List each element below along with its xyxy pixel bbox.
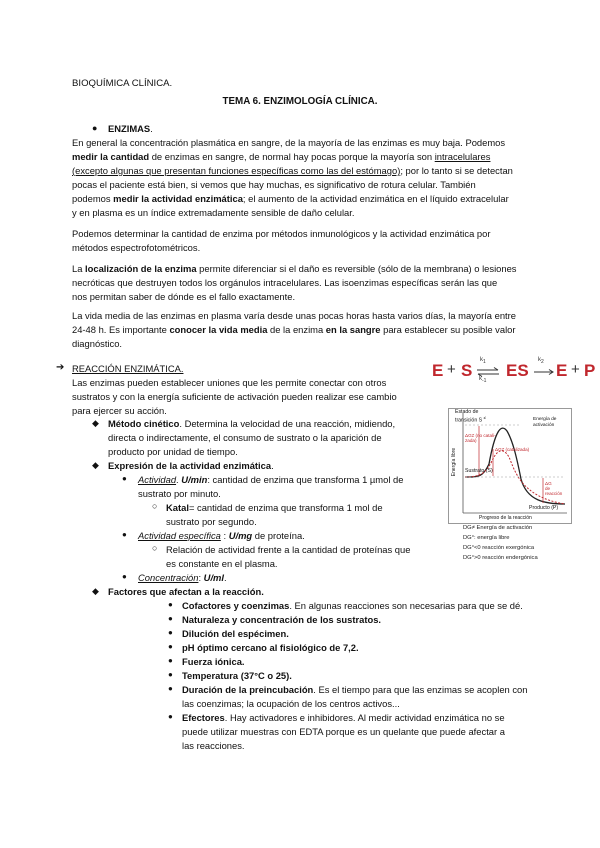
bullet-dot: ● (168, 656, 173, 665)
substrate-label: Sustrato (S) (465, 468, 493, 474)
eq-k1: $k_1$ (480, 357, 486, 366)
eq-enzyme-free: E (556, 361, 568, 380)
bullet-dot: ● (168, 628, 173, 637)
factor-efectores: Efectores. Hay activadores e inhibidores. Al medir actividad enzimática no se puede utilizar muestras con EDTA porque es un quelante que puede afectar a las reacciones. (182, 712, 505, 751)
actividad-item: Actividad. U/min: cantidad de enzima que transforma 1 µmol de sustrato por minuto. (138, 474, 404, 499)
legend-item: DG°<0 reacción exergónica (463, 545, 535, 551)
expresion-heading: Expresión de la actividad enzimática. (108, 460, 274, 471)
bullet-dot: ● (168, 642, 173, 651)
eq-plus: + (447, 361, 456, 378)
bullet-dot: ● (168, 684, 173, 693)
catalyzed-label: ΔG≠ (catalizada) (495, 447, 530, 452)
reaction-equation (432, 357, 596, 387)
energy-diagram (448, 408, 572, 524)
eq-k2: $k_2$ (538, 357, 544, 366)
eq-substrate: S (461, 361, 473, 380)
page-title: TEMA 6. ENZIMOLOGÍA CLÍNICA. (222, 96, 378, 107)
bullet-dot: ● (122, 474, 127, 483)
katal-item: Katal= cantidad de enzima que transforma 1 mol de sustrato por segundo. (166, 502, 383, 527)
activation-energy-label: Energía de activación (533, 417, 557, 428)
x-axis-label: Progreso de la reacción (479, 515, 532, 521)
legend-item: DG°>0 reacción endergónica (463, 555, 538, 561)
reaccion-intro: Las enzimas pueden establecer uniones que les permite conectar con otros sustratos y con la energía suficiente de activación pueden realizar ese cambio para ejercer su acción. (72, 377, 397, 416)
factor-preincubacion: Duración de la preincubación. Es el tiempo para que las enzimas se acoplen con las coenzimas; la ocupación de los centros activos... (182, 684, 528, 709)
product-label: Producto (P) (529, 505, 559, 511)
bullet-dot: ● (168, 614, 173, 623)
enzimas-paragraph-2: Podemos determinar la cantidad de enzima por métodos inmunológicos y la actividad enzimática por métodos espectrofotométricos. (72, 228, 491, 253)
especifica-sub-item: Relación de actividad frente a la cantidad de proteínas que es constante en el plasma. (166, 544, 411, 569)
bullet-dot: ● (122, 572, 127, 581)
circle-bullet-icon: ○ (152, 543, 158, 553)
figure-legend (463, 523, 538, 563)
eq-plus: + (571, 361, 580, 378)
bullet-dot: ● (92, 123, 98, 133)
factor-cofactores: Cofactores y coenzimas. En algunas reacciones son necesarias para que se dé. (182, 600, 523, 611)
enzimas-paragraph-3: La localización de la enzima permite diferenciar si el daño es reversible (sólo de la membrana) o lesiones necróticas que destruyen todos los orgánulos intracelulares. Las isoenzimas específicas serán las que nos permitan saber de dónde es el fallo exactamente. (72, 263, 517, 302)
bullet-dot: ● (122, 530, 127, 539)
diamond-bullet-icon: ◆ (92, 460, 99, 470)
legend-item: DG≠ Energía de activación (463, 525, 533, 531)
course-title: BIOQUÍMICA CLÍNICA. (72, 78, 173, 89)
eq-enzyme: E (432, 361, 444, 380)
uncatalyzed-label: ΔG≠ (no catali- zada) (465, 433, 496, 444)
factores-heading: Factores que afectan a la reacción. (108, 586, 264, 597)
factor-ph: pH óptimo cercano al fisiológico de 7,2. (182, 642, 359, 653)
eq-product: P (584, 361, 596, 380)
factor-sustratos: Naturaleza y concentración de los sustratos. (182, 614, 382, 625)
factor-fuerza-ionica: Fuerza iónica. (182, 656, 245, 667)
transition-state-label: Estado de transición S ≠ (455, 409, 486, 424)
eq-k-1: $k_{-1}$ (479, 376, 487, 385)
eq-complex: ES (506, 361, 529, 380)
diamond-bullet-icon: ◆ (92, 586, 99, 596)
reaction-dg-label: ΔG de reacción (545, 481, 563, 497)
circle-bullet-icon: ○ (152, 501, 158, 511)
legend-item: DG°: energía libre (463, 535, 510, 541)
actividad-especifica-item: Actividad específica : U/mg de proteína. (138, 530, 305, 541)
enzimas-heading: ENZIMAS. (108, 123, 153, 134)
bullet-dot: ● (168, 670, 173, 679)
forward-arrow-icon (533, 369, 555, 375)
factor-temperatura: Temperatura (37°C o 25). (182, 670, 292, 681)
arrow-bullet-icon: ➔ (56, 362, 65, 373)
reaccion-heading: REACCIÓN ENZIMÁTICA. (72, 363, 184, 374)
bullet-dot: ● (168, 712, 173, 721)
factor-dilucion: Dilución del espécimen. (182, 628, 289, 639)
diamond-bullet-icon: ◆ (92, 418, 99, 428)
metodo-cinetico: Método cinético. Determina la velocidad de una reacción, midiendo, directa o indirectamente, el consumo de sustrato o la aparición de producto por unidad de tiempo. (108, 418, 396, 457)
enzimas-paragraph-1: En general la concentración plasmática en sangre, de la mayoría de las enzimas es muy baja. Podemos medir la cantidad de enzimas en sangre, de normal hay pocas porque la mayoría son intracelulares (excepto algunas que presentan funciones específicas como las del estómago); por lo tanto si se detectan pocas el paciente está bien, si vemos que hay muchas, es significativo de rotura celular. También podemos medir la actividad enzimática; el aumento de la actividad enzimática en el líquido extracelular y en plasma es un índice extremadamente sensible de daño celular. (72, 137, 513, 218)
enzimas-paragraph-4: La vida media de las enzimas en plasma varía desde unas pocas horas hasta varios días, la mayoría entre 24-48 h. Es importante conocer la vida media de la enzima en la sangre para establecer su posible valor diagnóstico. (72, 310, 516, 349)
bullet-dot: ● (168, 600, 173, 609)
y-axis-label: Energía libre (451, 447, 457, 477)
concentracion-item: Concentración: U/ml. (138, 572, 227, 583)
